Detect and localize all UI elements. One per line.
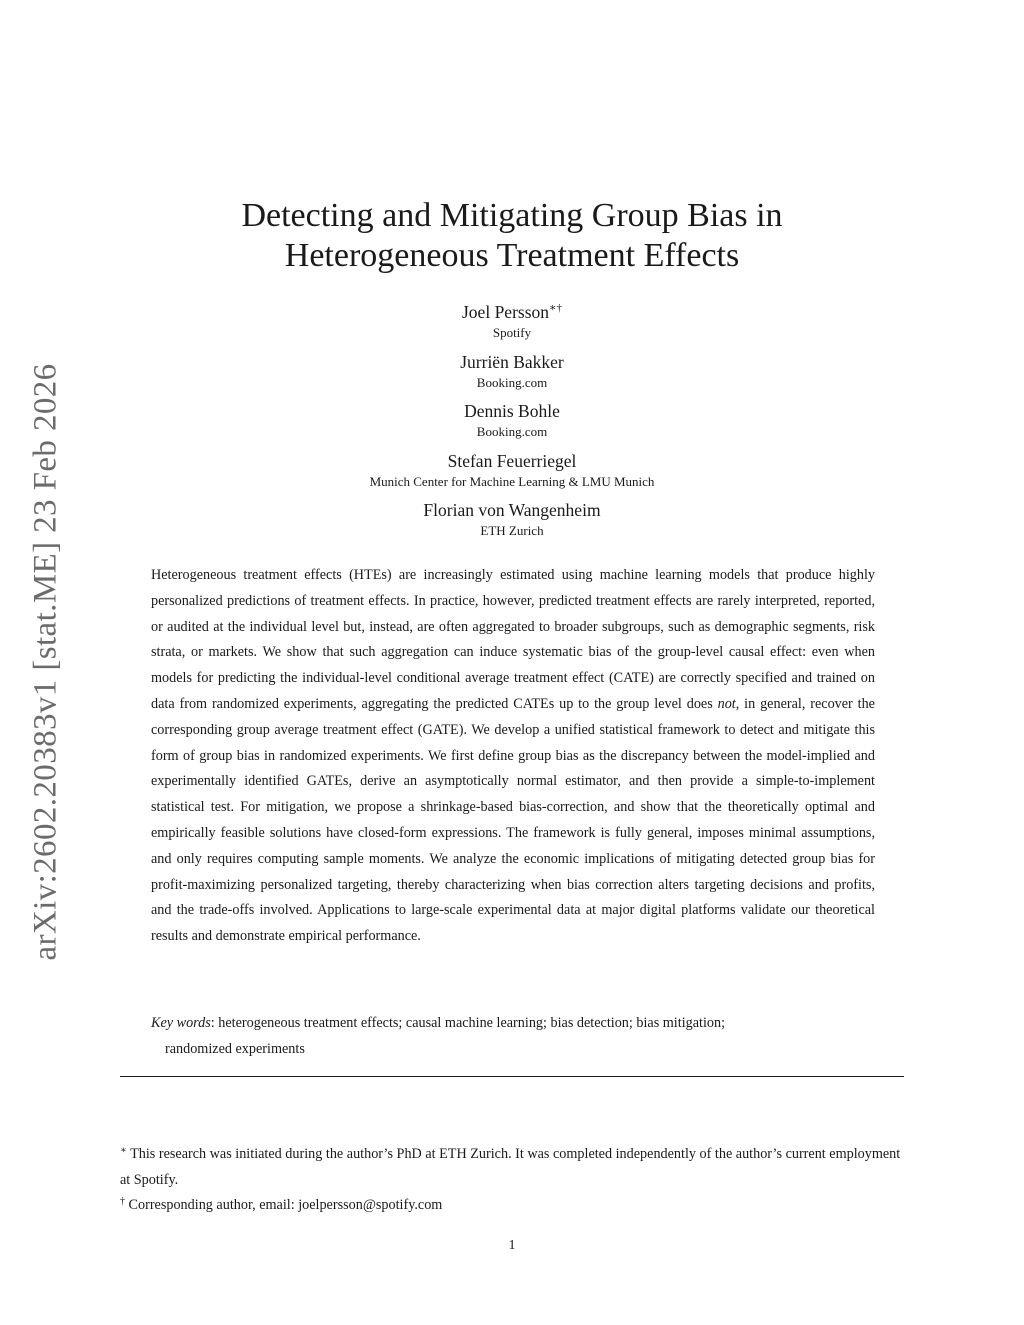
abstract-text-part-1: Heterogeneous treatment effects (HTEs) are increasingly estimated using machine learning models that produce highly personalized predictions of treatment effects. In practice, however, predicted treatment effects are rarely interpreted, reported, or audited at the individual level but, instead, are often aggregated to broader subgroups, such as demographic segments, risk strata, or markets. We show that such aggregation can induce systematic bias of the group-level causal effect: even when models for predicting the individual-level conditional average treatment effect (CATE) are correctly specified and trained on data from randomized experiments, aggregating the predicted CATEs up to the group level does <box>151 567 875 712</box>
page-number: 1 <box>508 1238 516 1253</box>
author-block <box>0 498 1024 548</box>
author-name: Dennis Bohle <box>464 401 560 421</box>
author-name: Florian von Wangenheim <box>423 500 601 520</box>
footnote-text: Corresponding author, email: joelpersson@spotify.com <box>128 1197 443 1213</box>
author-affiliation: Booking.com <box>476 374 548 390</box>
author-affiliation: Booking.com <box>476 424 548 439</box>
abstract-text-part-2: , in general, recover the corresponding group average treatment effect (GATE). We develop a unified statistical framework to detect and mitigate this form of group bias in randomized experiments. We first define group bias as the discrepancy between the model-implied and experimentally identified GATEs, derive an asymptotically normal estimator, and then provide a simple-to-implement statistical test. For mitigation, we propose a shrinkage-based bias-correction, and show that the theoretically optimal and empirically feasible solutions have closed-form expressions. The framework is fully general, imposes minimal assumptions, and only requires computing sample moments. We analyze the economic implications of mitigating detected group bias for profit-maximizing personalized targeting, thereby characterizing when bias correction alters targeting decisions and profits, and the trade-offs involved. Applications to large-scale experimental data at major digital platforms validate our theoretical results and demonstrate empirical performance. <box>151 695 875 945</box>
footnotes <box>120 1142 910 1219</box>
abstract-emphasis: not <box>717 695 736 712</box>
keywords: Key words: heterogeneous treatment effects; causal machine learning; bias detection; bias mitigation; randomized experiments <box>151 1010 881 1062</box>
title-line-2: Heterogeneous Treatment Effects <box>284 237 740 274</box>
paper-title <box>0 196 1024 276</box>
footnote <box>120 1142 910 1193</box>
author-footnote-marks: ∗† <box>549 302 562 314</box>
author-affiliation: ETH Zurich <box>480 523 544 538</box>
footnote-divider <box>120 1076 904 1077</box>
keywords-label: Key words <box>151 1015 211 1031</box>
author-affiliation: Spotify <box>492 325 532 340</box>
footnote-mark: ∗ <box>120 1145 127 1156</box>
author-name: Joel Persson <box>462 302 550 322</box>
author-block <box>0 350 1024 400</box>
keywords-line-1: heterogeneous treatment effects; causal machine learning; bias detection; bias mitigation; <box>218 1015 726 1031</box>
author-name: Stefan Feuerriegel <box>447 450 577 471</box>
author-name: Jurriën Bakker <box>460 351 564 372</box>
author-block <box>0 399 1024 449</box>
author-block <box>0 300 1024 350</box>
title-line-1: Detecting and Mitigating Group Bias in <box>241 197 783 234</box>
footnote <box>120 1193 910 1219</box>
footnote-text: This research was initiated during the author’s PhD at ETH Zurich. It was completed independently of the author’s current employment at Spotify. <box>120 1146 901 1188</box>
author-list <box>0 300 1024 548</box>
footnote-mark: † <box>120 1196 125 1207</box>
author-affiliation: Munich Center for Machine Learning & LMU Munich <box>369 473 655 489</box>
keywords-line-2: randomized experiments <box>165 1041 305 1057</box>
arxiv-identifier-stamp: arXiv:2602.20383v1 [stat.ME] 23 Feb 2026 <box>27 363 64 961</box>
abstract <box>151 563 875 950</box>
author-block <box>0 449 1024 499</box>
